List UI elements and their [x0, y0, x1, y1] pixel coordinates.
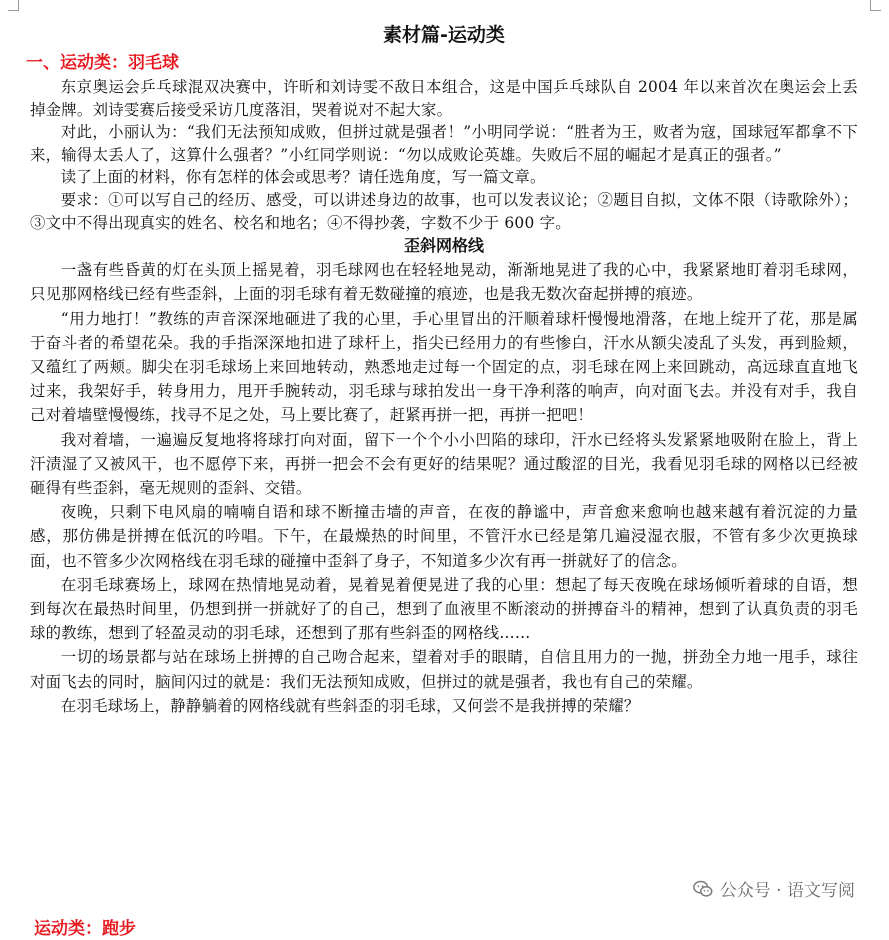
page-corner-mark-right [870, 0, 881, 11]
essay-paragraph: 在羽毛球赛场上，球网在热情地晃动着，晃着晃着便晃进了我的心里：想起了每天夜晚在球场倾听着球的自语，想到每次在最热时间里，仍想到拼一拼就好了的自己，想到了血液里不断滚动的拼搏奋斗的精神，想到了认真负责的羽毛球的教练，想到了轻盈灵动的羽毛球，还想到了那有些斜歪的网格线…… [30, 575, 858, 643]
prompt-paragraph: 读了上面的材料，你有怎样的体会或思考？请任选角度，写一篇文章。 [60, 168, 546, 187]
essay-paragraph: 我对着墙，一遍遍反复地将将球打向对面，留下一个个小小凹陷的球印，汗水已经将头发紧紧地吸附在脸上，背上汗渍湿了又被风干，也不愿停下来，再拼一把会不会有更好的结果呢？通过酸涩的目光，我看见羽毛球的网格以已经被砸得有些歪斜，毫无规则的歪斜、交错。 [30, 430, 858, 497]
essay-paragraph: 一盏有些昏黄的灯在头顶上摇晃着，羽毛球网也在轻轻地晃动，渐渐地晃进了我的心中，我紧紧地盯着羽毛球网，只见那网格线已经有些歪斜，上面的羽毛球有着无数碰撞的痕迹，也是我无数次奋起拼搏的痕迹。 [30, 261, 858, 304]
watermark-label: 公众号 · 语文写阅 [719, 881, 855, 901]
prompt-paragraph: 东京奥运会乒乓球混双决赛中，许昕和刘诗雯不敌日本组合，这是中国乒乓球队自 2004 年以来首次在奥运会上丢掉金牌。刘诗雯赛后接受采访几度落泪，哭着说对不起大家。 [30, 78, 858, 119]
document-page [26, 20, 858, 718]
essay-body [30, 258, 858, 718]
essay-paragraph: 一切的场景都与站在球场上拼搏的自己吻合起来，望着对手的眼睛，自信且用力的一抛，拼劲全力地一甩手，球往对面飞去的同时，脑间闪过的就是：我们无法预知成败，但拼过的就是强者，我也有自己的荣耀。 [30, 648, 858, 691]
prompt-paragraph: 对此，小丽认为：“我们无法预知成败，但拼过就是强者！”小明同学说：“胜者为王，败者为寇，国球冠军都拿不下来，输得太丢人了，这算什么强者？”小红同学则说：“勿以成败论英雄。失败后不屈的崛起才是真正的强者。” [30, 123, 858, 164]
prompt-block [30, 76, 858, 234]
essay-title: 歪斜网格线 [403, 236, 484, 256]
next-section-heading: 运动类：跑步 [34, 919, 136, 939]
page-corner-mark-left [8, 0, 19, 11]
watermark [688, 874, 859, 903]
section-heading: 一、运动类：羽毛球 [26, 53, 179, 73]
essay-paragraph: 夜晚，只剩下电风扇的喃喃自语和球不断撞击墙的声音，在夜的静谧中，声音愈来愈响也越来越有着沉淀的力量感，那仿佛是拼搏在低沉的吟唱。下午，在最燥热的时间里，不管汗水已经是第几遍浸湿衣服，不管有多少次更换球面，也不管多少次网格线在羽毛球的碰撞中歪斜了身子，不知道多少次有再一拼就好了的信念。 [30, 503, 858, 570]
prompt-requirements: 要求：①可以写自己的经历、感受，可以讲述身边的故事，也可以发表议论；②题目自拟，文体不限（诗歌除外）；③文中不得出现真实的姓名、校名和地名；④不得抄袭，字数不少于 600 字。 [30, 190, 858, 232]
essay-paragraph: 在羽毛球场上，静静躺着的网格线就有些斜歪的羽毛球，又何尝不是我拼搏的荣耀？ [60, 696, 640, 715]
wechat-icon [692, 878, 714, 900]
document-title: 素材篇-运动类 [383, 24, 505, 46]
essay-paragraph: “用力地打！”教练的声音深深地砸进了我的心里，手心里冒出的汗顺着球杆慢慢地滑落，在地上绽开了花，那是属于奋斗者的希望花朵。我的手指深深地扣进了球杆上，指尖已经用力的有些惨白，汗水从额尖凌乱了头发，再到脸颊，又蕴红了两颊。脚尖在羽毛球场上来回地转动，熟悉地走过每一个固定的点，羽毛球在网上来回跳动，高远球直直地飞过来，我架好手，转身用力，甩开手腕转动，羽毛球与球拍发出一身干净利落的响声，向对面飞去。并没有对手，我自己对着墙壁慢慢练，找寻不足之处，马上要比赛了，赶紧再拼一把，再拼一把吧！ [30, 309, 858, 425]
